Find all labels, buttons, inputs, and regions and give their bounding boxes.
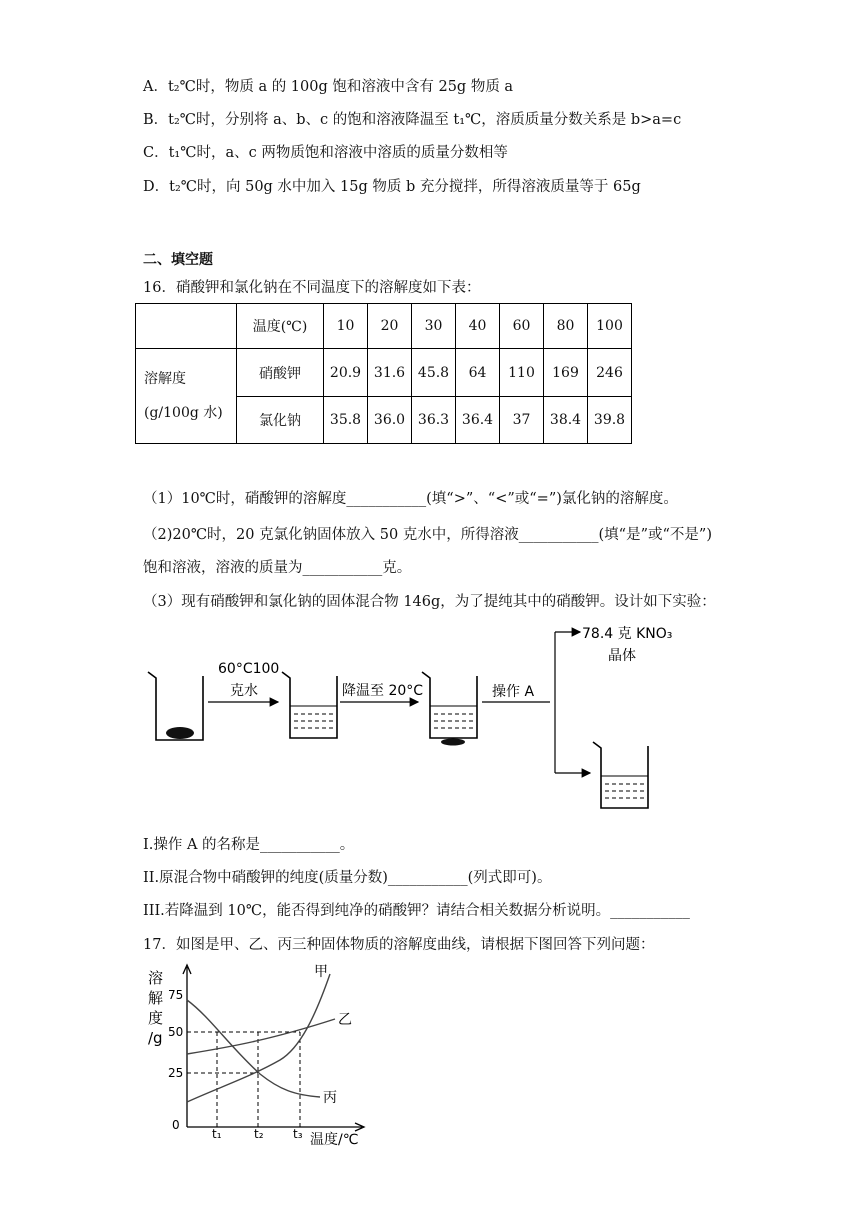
ylabel-1: 溶 <box>148 969 164 987</box>
table-cell: 246 <box>588 349 632 397</box>
table-corner <box>136 304 237 349</box>
ylabel-2: 解 <box>148 989 164 1007</box>
label-bing: 丙 <box>323 1090 337 1106</box>
table-cell: 37 <box>500 397 544 444</box>
temp-cell: 30 <box>412 304 456 349</box>
xtick-t3: t₃ <box>293 1127 303 1141</box>
option-c: C．t₁℃时，a、c 两物质饱和溶液中溶质的质量分数相等 <box>143 145 508 161</box>
temp-cell: 100 <box>588 304 632 349</box>
temp-cell: 10 <box>324 304 368 349</box>
q16-part2b: 饱和溶液，溶液的质量为___________克。 <box>143 560 412 576</box>
curve-yi <box>187 1019 335 1054</box>
step1-label-b: 克水 <box>230 683 258 699</box>
step3-label: 操作 A <box>492 684 535 700</box>
table-cell: 110 <box>500 349 544 397</box>
table-cell: 31.6 <box>368 349 412 397</box>
xtick-t1: t₁ <box>212 1127 222 1141</box>
temp-cell: 80 <box>544 304 588 349</box>
group-label-1: 溶解度 <box>144 371 186 387</box>
beaker-4 <box>593 742 648 808</box>
xtick-t2: t₂ <box>254 1127 264 1141</box>
section-title: 二、填空题 <box>143 252 213 268</box>
q16-sub-ii: II.原混合物中硝酸钾的纯度(质量分数)___________(列式即可)。 <box>143 870 552 886</box>
table-cell: 36.0 <box>368 397 412 444</box>
table-cell: 36.3 <box>412 397 456 444</box>
table-cell: 20.9 <box>324 349 368 397</box>
ytick-50: 50 <box>168 1025 184 1039</box>
beaker-3 <box>422 672 477 746</box>
xlabel: 温度/℃ <box>310 1132 359 1148</box>
q16-sub-i: I.操作 A 的名称是___________。 <box>143 837 355 853</box>
table-cell: 45.8 <box>412 349 456 397</box>
ytick-0: 0 <box>172 1118 180 1132</box>
label-jia: 甲 <box>314 964 328 980</box>
solubility-table <box>135 303 632 444</box>
row-name-kno3: 硝酸钾 <box>237 349 324 397</box>
temp-cell: 20 <box>368 304 412 349</box>
option-d: D．t₂℃时，向 50g 水中加入 15g 物质 b 充分搅拌，所得溶液质量等于 65g <box>143 179 641 195</box>
row-name-nacl: 氯化钠 <box>237 397 324 444</box>
temp-cell: 40 <box>456 304 500 349</box>
q16-sub-iii: III.若降温到 10℃，能否得到纯净的硝酸钾？请结合相关数据分析说明。___________ <box>143 903 690 919</box>
table-cell: 36.4 <box>456 397 500 444</box>
temp-cell: 60 <box>500 304 544 349</box>
solubility-curve-graph <box>140 962 380 1152</box>
q16-part1: （1）10℃时，硝酸钾的溶解度___________(填“>”、“<”或“=”)氯化钠的溶解度。 <box>143 491 678 507</box>
option-a: A．t₂℃时，物质 a 的 100g 饱和溶液中含有 25g 物质 a <box>143 79 514 95</box>
group-label-2: (g/100g 水) <box>144 405 223 421</box>
temp-header: 温度(℃) <box>237 304 324 349</box>
q16-stem: 16．硝酸钾和氯化钠在不同温度下的溶解度如下表： <box>143 280 481 296</box>
label-yi: 乙 <box>338 1012 352 1028</box>
q16-part3: （3）现有硝酸钾和氯化钠的固体混合物 146g，为了提纯其中的硝酸钾。设计如下实验： <box>143 594 716 610</box>
q17-stem: 17．如图是甲、乙、丙三种固体物质的溶解度曲线，请根据下图回答下列问题： <box>143 937 655 953</box>
solid-mixture <box>166 727 194 739</box>
table-cell: 39.8 <box>588 397 632 444</box>
table-cell: 64 <box>456 349 500 397</box>
option-b: B．t₂℃时，分别将 a、b、c 的饱和溶液降温至 t₁℃，溶质质量分数关系是 b>a=c <box>143 112 682 128</box>
ylabel-4: /g <box>148 1029 163 1047</box>
product-label-b: 晶体 <box>608 648 636 664</box>
ytick-75: 75 <box>168 988 184 1002</box>
q16-part2a: （2)20℃时，20 克氯化钠固体放入 50 克水中，所得溶液___________(填“是”或“不是”) <box>143 527 712 543</box>
table-cell: 169 <box>544 349 588 397</box>
table-cell: 35.8 <box>324 397 368 444</box>
crystals <box>441 739 465 746</box>
ytick-25: 25 <box>168 1066 184 1080</box>
ylabel-3: 度 <box>148 1009 164 1027</box>
product-label-a: 78.4 克 KNO₃ <box>582 626 673 642</box>
step2-label: 降温至 20°C <box>342 683 424 699</box>
solubility-group-label <box>136 349 237 444</box>
table-cell: 38.4 <box>544 397 588 444</box>
experiment-diagram <box>140 620 740 820</box>
beaker-2 <box>282 672 337 738</box>
beaker-1 <box>148 672 203 740</box>
step1-label-a: 60°C100 <box>218 661 280 677</box>
